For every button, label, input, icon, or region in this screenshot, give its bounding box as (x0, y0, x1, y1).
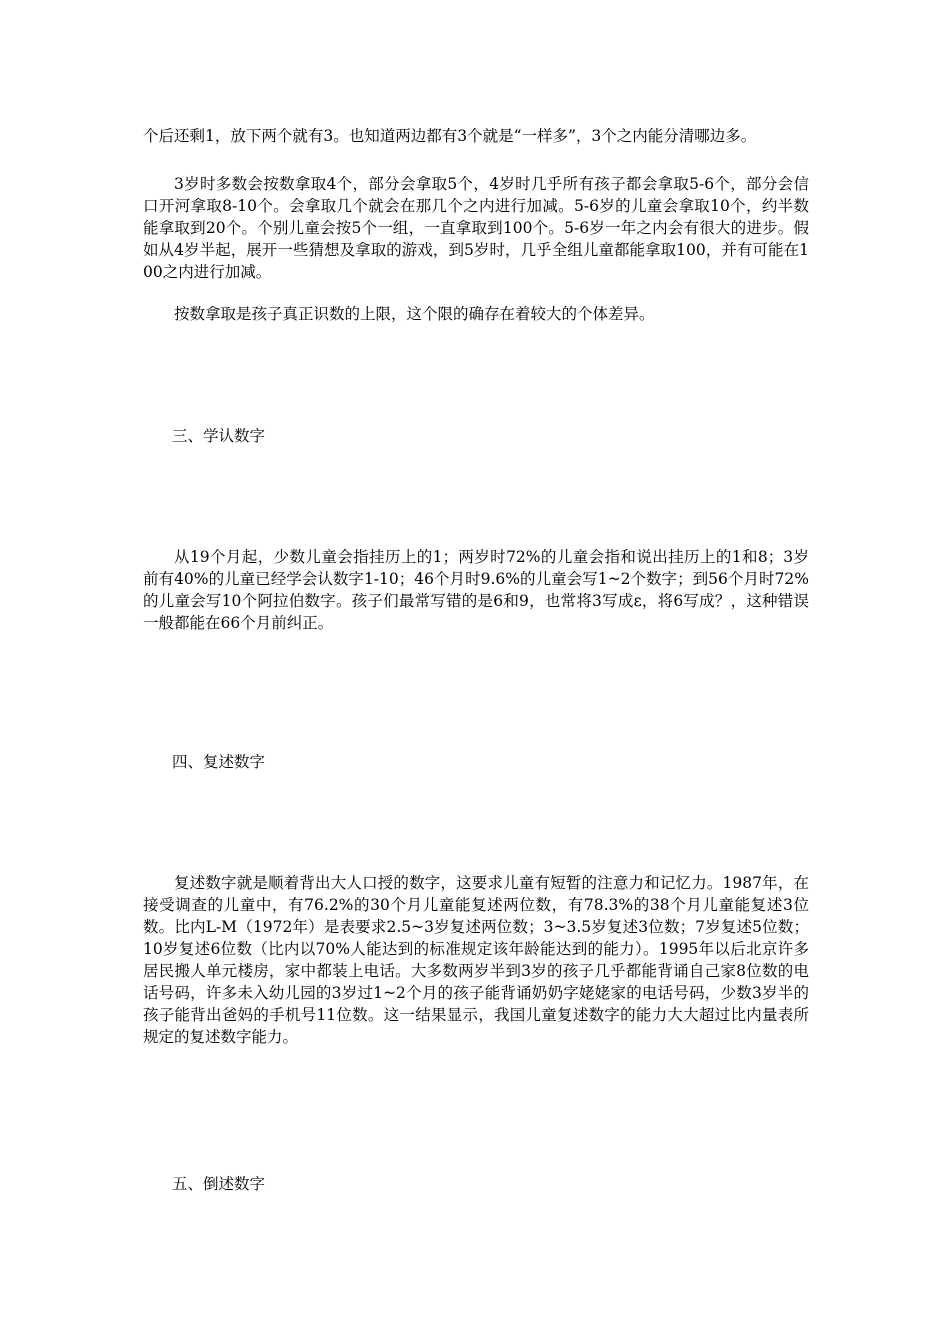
section-heading-reverse-digits: 五、倒述数字 (172, 1175, 266, 1193)
paragraph-counting-by-age: 3岁时多数会按数拿取4个，部分会拿取5个，4岁时几乎所有孩子都会拿取5-6个，部分会信口开河拿取8-10个。会拿取几个就会在那几个之内进行加减。5-6岁的儿童会拿取10个，约半数能拿取到20个。个别儿童会按5个一组，一直拿取到100个。5-6岁一年之内会有很大的进步。假如从4岁半起，展开一些猜想及拿取的游戏，到5岁时，几乎全组儿童都能拿取100，并有可能在100之内进行加减。 (143, 175, 809, 281)
paragraph-learn-digits: 从19个月起，少数儿童会指挂历上的1；两岁时72%的儿童会指和说出挂历上的1和8；3岁前有40%的儿童已经学会认数字1-10；46个月时9.6%的儿童会写1~2个数字；到56个月时72%的儿童会写10个阿拉伯数字。孩子们最常写错的是6和9，也常将3写成ε，将6写成？，这种错误一般都能在66个月前纠正。 (143, 548, 809, 632)
section-heading-learn-digits: 三、学认数字 (172, 427, 266, 445)
paragraph-continuation: 个后还剩1，放下两个就有3。也知道两边都有3个就是“一样多”，3个之内能分清哪边多。 (143, 127, 757, 145)
paragraph-counting-limit: 按数拿取是孩子真正识数的上限，这个限的确存在着较大的个体差异。 (174, 305, 655, 323)
paragraph-repeat-digits: 复述数字就是顺着背出大人口授的数字，这要求儿童有短暂的注意力和记忆力。1987年，在接受调查的儿童中，有76.2%的30个月儿童能复述两位数，有78.3%的38个月儿童能复述3位数。比内L-M（1972年）是表要求2.5~3岁复述两位数；3~3.5岁复述3位数；7岁复述5位数；10岁复述6位数（比内以70%人能达到的标准规定该年龄能达到的能力）。1995年以后北京许多居民搬人单元楼房，家中都装上电话。大多数两岁半到3岁的孩子几乎都能背诵自己家8位数的电话号码，许多未入幼儿园的3岁过1~2个月的孩子能背诵奶奶字姥姥家的电话号码，少数3岁半的孩子能背出爸妈的手机号11位数。这一结果显示，我国儿童复述数字的能力大大超过比内量表所规定的复述数字能力。 (143, 874, 809, 1046)
section-heading-repeat-digits: 四、复述数字 (172, 753, 266, 771)
